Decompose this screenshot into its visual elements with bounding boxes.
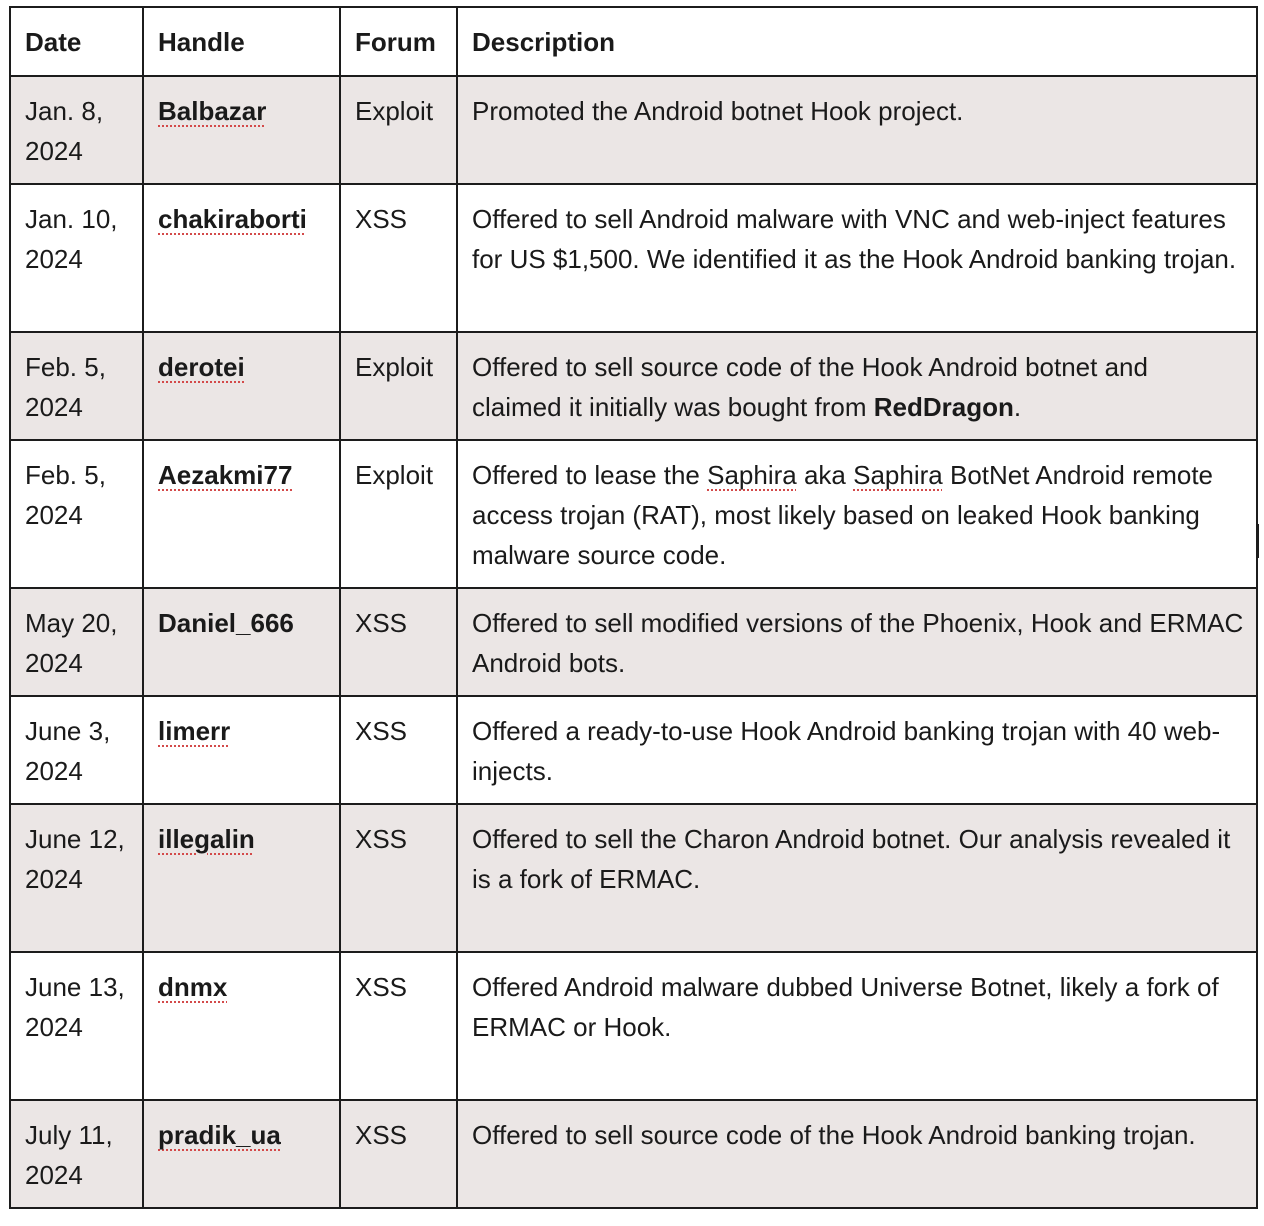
description-cell: Offered to sell source code of the Hook Android banking trojan. <box>457 1100 1257 1208</box>
handle-cell <box>143 952 340 1100</box>
forum-cell: XSS <box>340 952 457 1100</box>
handle-text: chakiraborti <box>158 204 307 234</box>
handle-text: Daniel_666 <box>158 608 294 638</box>
description-cell <box>457 332 1257 440</box>
description-text-end: . <box>1013 392 1022 422</box>
handle-cell <box>143 804 340 952</box>
handle-text: Aezakmi77 <box>158 460 293 490</box>
table-row <box>10 440 1257 588</box>
table-row <box>10 332 1257 440</box>
description-text: Offered to lease the <box>472 460 708 490</box>
handle-text: limerr <box>158 716 231 746</box>
description-cell: Offered to sell Android malware with VNC and web-inject features for US $1,500. We identified it as the Hook Android banking trojan. <box>457 184 1257 332</box>
handle-cell <box>143 76 340 184</box>
forum-cell: Exploit <box>340 76 457 184</box>
handle-text: illegalin <box>158 824 255 854</box>
handle-text: Balbazar <box>158 96 267 126</box>
date-cell: Feb. 5, 2024 <box>10 440 143 588</box>
table-row <box>10 588 1257 696</box>
table-row <box>10 952 1257 1100</box>
description-cell: Offered to sell modified versions of the Phoenix, Hook and ERMAC Android bots. <box>457 588 1257 696</box>
flagged-word: Saphira <box>853 460 943 490</box>
date-cell: June 3, 2024 <box>10 696 143 804</box>
table-row <box>10 76 1257 184</box>
forum-cell: Exploit <box>340 332 457 440</box>
handle-text: dnmx <box>158 972 228 1002</box>
date-cell: June 12, 2024 <box>10 804 143 952</box>
handle-cell <box>143 588 340 696</box>
header-handle: Handle <box>143 7 340 76</box>
header-row <box>10 7 1257 76</box>
description-cell: Offered Android malware dubbed Universe Botnet, likely a fork of ERMAC or Hook. <box>457 952 1257 1100</box>
description-text: BotNet Android remote access trojan (RAT), most likely based on leaked Hook banking malware source code. <box>472 460 1214 570</box>
header-date: Date <box>10 7 143 76</box>
threat-actor-table <box>9 6 1258 1209</box>
forum-cell: XSS <box>340 588 457 696</box>
date-cell: June 13, 2024 <box>10 952 143 1100</box>
group-name-reddragon: RedDragon <box>873 392 1014 422</box>
handle-text: derotei <box>158 352 245 382</box>
table-row <box>10 184 1257 332</box>
handle-cell <box>143 1100 340 1208</box>
date-cell: Jan. 8, 2024 <box>10 76 143 184</box>
forum-cell: XSS <box>340 804 457 952</box>
handle-cell <box>143 440 340 588</box>
description-text: Offered to sell source code of the Hook Android botnet and claimed it initially was bought from <box>472 352 1148 422</box>
table-row <box>10 804 1257 952</box>
flagged-word: Saphira <box>707 460 797 490</box>
header-forum: Forum <box>340 7 457 76</box>
scroll-edge-marker <box>1256 524 1259 558</box>
description-cell <box>457 440 1257 588</box>
description-text: aka <box>796 460 854 490</box>
forum-cell: XSS <box>340 184 457 332</box>
header-description: Description <box>457 7 1257 76</box>
description-cell: Promoted the Android botnet Hook project. <box>457 76 1257 184</box>
handle-cell <box>143 696 340 804</box>
forum-cell: XSS <box>340 1100 457 1208</box>
date-cell: Feb. 5, 2024 <box>10 332 143 440</box>
date-cell: Jan. 10, 2024 <box>10 184 143 332</box>
description-cell: Offered to sell the Charon Android botnet. Our analysis revealed it is a fork of ERMAC. <box>457 804 1257 952</box>
handle-cell <box>143 332 340 440</box>
forum-cell: XSS <box>340 696 457 804</box>
date-cell: July 11, 2024 <box>10 1100 143 1208</box>
table-row <box>10 696 1257 804</box>
handle-text: pradik_ua <box>158 1120 281 1150</box>
forum-cell: Exploit <box>340 440 457 588</box>
description-cell: Offered a ready-to-use Hook Android banking trojan with 40 web-injects. <box>457 696 1257 804</box>
date-cell: May 20, 2024 <box>10 588 143 696</box>
handle-cell <box>143 184 340 332</box>
table-row <box>10 1100 1257 1208</box>
